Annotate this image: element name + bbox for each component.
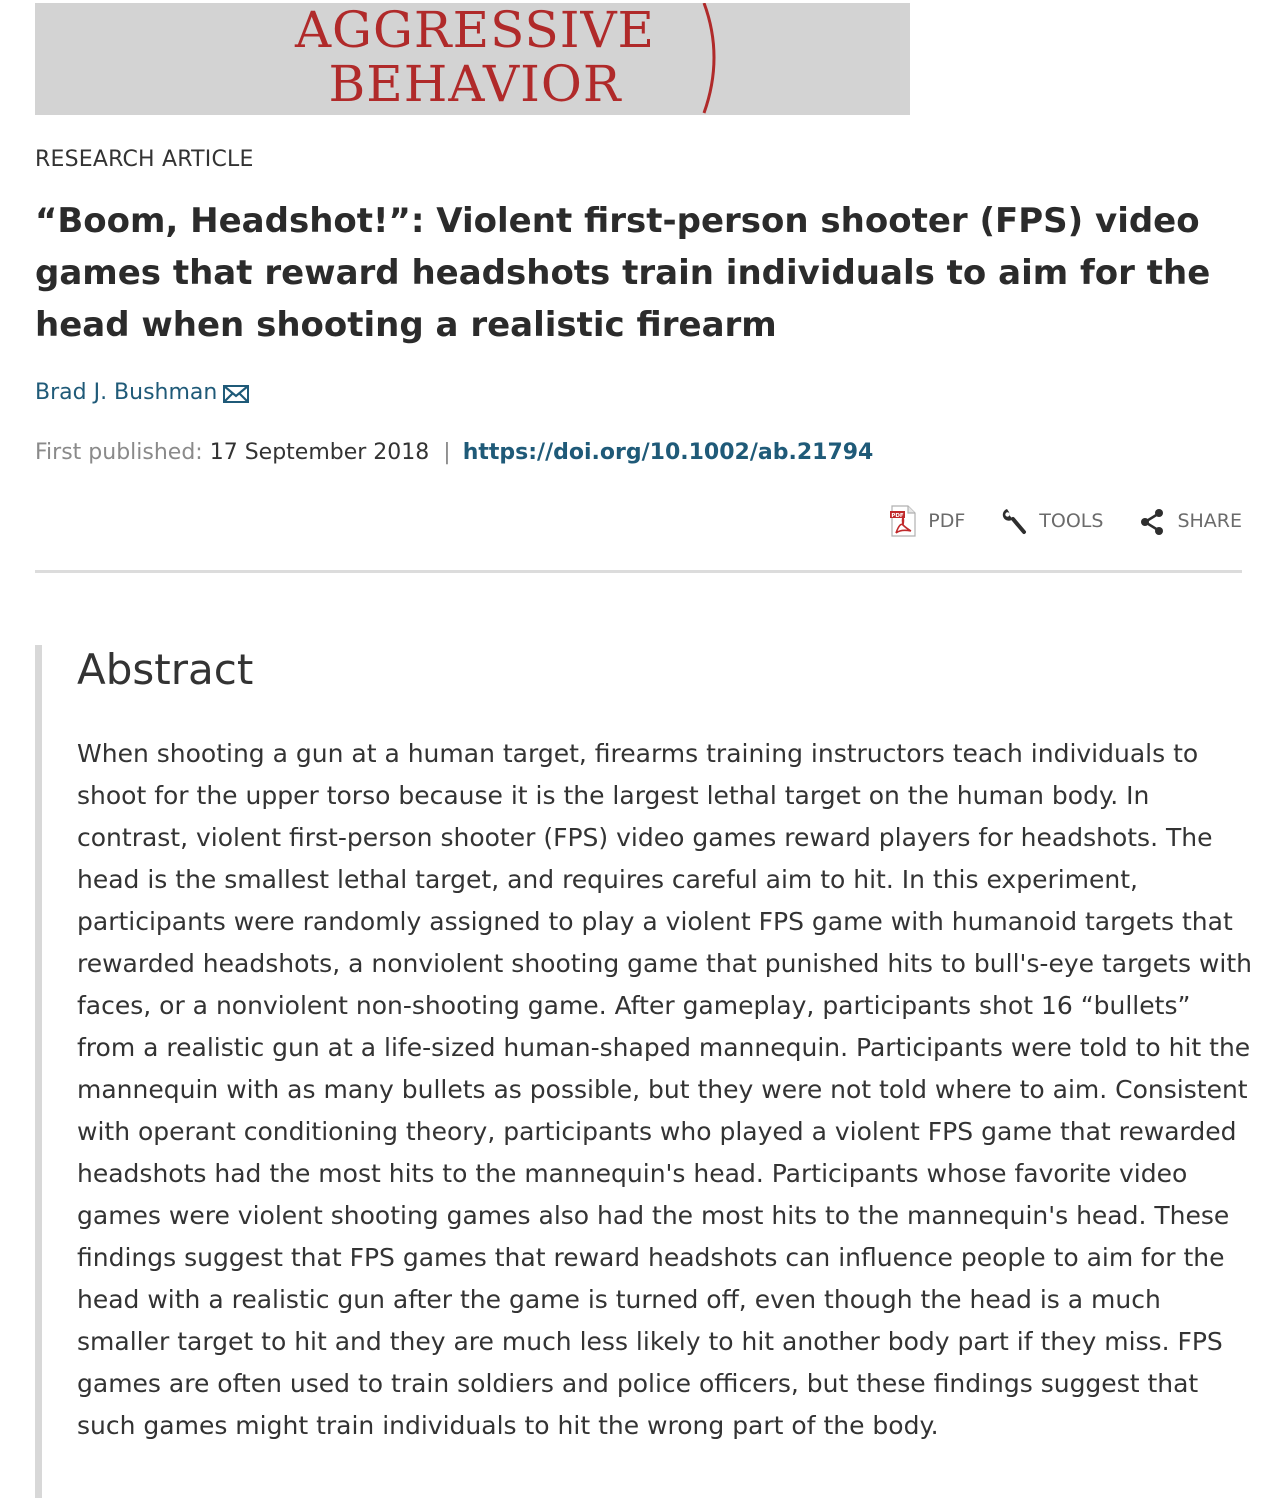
wrench-icon xyxy=(999,505,1029,537)
pdf-button[interactable] xyxy=(888,505,965,537)
article-toolbar xyxy=(888,505,1242,537)
author-line xyxy=(35,380,249,405)
header-divider xyxy=(35,570,1242,573)
share-icon xyxy=(1137,505,1167,537)
abstract-text: When shooting a gun at a human target, firearms training instructors teach individuals to shoot for the upper torso because it is the largest lethal target on the human body. In contrast, violent first-person shooter (FPS) video games reward players for headshots. The head is the smallest lethal target, and requires careful aim to hit. In this experiment, participants were randomly assigned to play a violent FPS game with humanoid targets that rewarded headshots, a nonviolent shooting game that punished hits to bull's-eye targets with faces, or a nonviolent non-shooting game. After gameplay, participants shot 16 “bullets” from a realistic gun at a life-sized human-shaped mannequin. Participants were told to hit the mannequin with as many bullets as possible, but they were not told where to aim. Consistent with operant conditioning theory, participants who played a violent FPS game that rewarded headshots had the most hits to the mannequin's head. Participants whose favorite video games were violent shooting games also had the most hits to the mannequin's head. These findings suggest that FPS games that reward headshots can influence people to aim for the head with a realistic gun after the game is turned off, even though the head is a much smaller target to hit and they are much less likely to hit another body part if they miss. FPS games are often used to train soldiers and police officers, but these findings suggest that such games might train individuals to hit the wrong part of the body. xyxy=(77,739,1252,1440)
article-type: RESEARCH ARTICLE xyxy=(35,147,254,172)
abstract-accent-bar xyxy=(35,645,42,1498)
publication-info xyxy=(35,440,873,465)
journal-logo xyxy=(235,3,715,111)
pdf-label: PDF xyxy=(928,510,966,532)
tools-label: TOOLS xyxy=(1039,510,1104,532)
separator: | xyxy=(443,440,451,465)
svg-text:PDF: PDF xyxy=(891,512,904,519)
article-title: “Boom, Headshot!”: Violent first-person shooter (FPS) video games that reward headshots train individuals to aim for the head when shooting a realistic firearm xyxy=(35,201,1211,345)
share-button[interactable] xyxy=(1137,505,1242,537)
first-published-label: First published: xyxy=(35,440,203,465)
author-link[interactable]: Brad J. Bushman xyxy=(35,380,218,405)
pdf-icon xyxy=(888,505,918,537)
abstract-heading: Abstract xyxy=(77,645,254,694)
journal-name-line1: AGGRESSIVE xyxy=(294,3,656,59)
tools-button[interactable] xyxy=(999,505,1103,537)
bracket-decoration xyxy=(698,3,728,115)
envelope-icon[interactable] xyxy=(223,385,249,403)
journal-name-line2: BEHAVIOR xyxy=(328,55,622,113)
doi-link[interactable]: https://doi.org/10.1002/ab.21794 xyxy=(462,440,874,465)
share-label: SHARE xyxy=(1177,510,1242,532)
first-published-date: 17 September 2018 xyxy=(209,440,430,465)
journal-banner[interactable] xyxy=(35,3,910,115)
